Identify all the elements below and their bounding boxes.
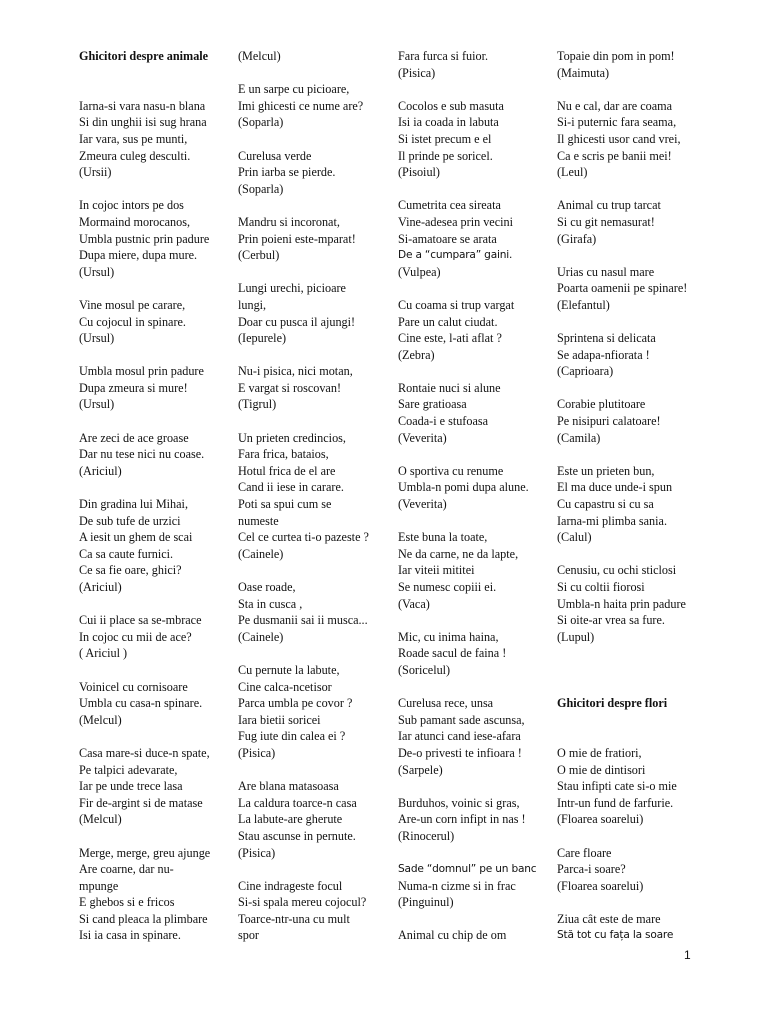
riddle-line: (Veverita) <box>398 497 447 512</box>
riddle-line: Stau infipti cate si-o mie <box>557 779 677 794</box>
riddle-block <box>398 695 548 778</box>
riddle-line: A iesit un ghem de scai <box>79 530 193 545</box>
riddle-line: Umbla-n haita prin padure <box>557 596 686 611</box>
riddle-line: (Pisica) <box>238 745 276 760</box>
riddle-line: (Pisica) <box>398 65 436 80</box>
riddle-block <box>238 662 388 762</box>
riddle-line: Cu pernute la labute, <box>238 662 340 677</box>
riddle-block <box>238 214 388 264</box>
riddle-line: (Zebra) <box>398 347 435 362</box>
riddle-block <box>398 795 548 845</box>
riddle-line: Iara bietii soricei <box>238 712 321 727</box>
riddle-line: Lungi urechi, picioare <box>238 281 346 296</box>
riddle-line: Imi ghicesti ce nume are? <box>238 98 364 113</box>
riddle-block <box>557 463 707 546</box>
riddle-line: Numa-n cizme si in frac <box>398 878 516 893</box>
riddle-block <box>79 363 229 413</box>
riddle-block <box>79 430 229 480</box>
riddle-line: (Elefantul) <box>557 297 610 312</box>
riddle-line: Sub pamant sade ascunsa, <box>398 712 525 727</box>
riddle-block <box>557 264 707 314</box>
riddle-line: El ma duce unde-i spun <box>557 480 673 495</box>
riddle-line: Ne da carne, ne da lapte, <box>398 546 519 561</box>
riddle-block <box>238 878 388 944</box>
riddle-block <box>79 845 229 945</box>
riddle-line: Oase roade, <box>238 580 296 594</box>
riddle-line: Coada-i e stufoasa <box>398 414 489 429</box>
riddle-block <box>238 148 388 198</box>
riddle-line: Si-amatoare se arata <box>398 231 497 246</box>
riddle-line: (Soricelul) <box>398 662 451 677</box>
riddle-line: Poarta oamenii pe spinare! <box>557 281 688 296</box>
riddle-line: Are-un corn infipt in nas ! <box>398 812 526 827</box>
riddle-line: Ca e scris pe banii mei! <box>557 148 672 163</box>
riddle-block <box>79 98 229 181</box>
riddle-line: Curelusa verde <box>238 148 312 163</box>
riddle-line: Si din unghii isi sug hrana <box>79 115 207 130</box>
column-1 <box>79 48 229 961</box>
riddle-block <box>79 745 229 828</box>
riddle-line: Toarce-ntr-una cu mult <box>238 911 350 926</box>
riddle-line: Urias cu nasul mare <box>557 264 655 279</box>
riddle-line: Umbla cu casa-n spinare. <box>79 696 203 711</box>
riddle-line: Ca sa caute furnici. <box>79 546 174 561</box>
riddle-line: In cojoc cu mii de ace? <box>79 629 192 644</box>
riddle-line: Si-si spala mereu cojocul? <box>238 895 367 910</box>
riddle-line: (Floarea soarelui) <box>557 812 644 827</box>
riddle-line: Il ghicesti usor cand vrei, <box>557 131 681 146</box>
riddle-line: (Pinguinul) <box>398 895 454 910</box>
riddle-block <box>238 430 388 563</box>
riddle-line: Roade sacul de faina ! <box>398 646 507 661</box>
riddle-line: (Ariciul) <box>79 463 122 478</box>
riddle-line: Si-i puternic fara seama, <box>557 115 677 130</box>
riddle-block <box>557 562 707 645</box>
riddle-line: (Ariciul) <box>79 580 122 594</box>
riddle-line: Intr-un fund de farfurie. <box>557 795 674 810</box>
riddle-line: Cenusiu, cu ochi sticlosi <box>557 563 677 578</box>
riddle-line: Cine calca-ncetisor <box>238 679 332 694</box>
riddle-line: La caldura toarce-n casa <box>238 795 357 810</box>
riddle-line: Sprintena si delicata <box>557 331 656 346</box>
riddle-line: (Girafa) <box>557 231 597 246</box>
spacer <box>557 712 707 745</box>
riddle-block <box>79 496 229 596</box>
riddle-line: Prin poieni este-mparat! <box>238 231 356 246</box>
riddle-line: Din gradina lui Mihai, <box>79 497 188 512</box>
riddle-block <box>557 845 707 895</box>
riddle-block <box>398 98 548 181</box>
riddle-line: Parca umbla pe covor ? <box>238 696 353 711</box>
riddle-line: Isi ia casa in spinare. <box>79 928 181 943</box>
riddle-line: Pe dusmanii sai ii musca... <box>238 613 368 628</box>
riddle-line: (Melcul) <box>238 49 281 63</box>
riddle-line: Merge, merge, greu ajunge <box>79 845 211 860</box>
heading-text: Ghicitori despre animale <box>79 49 209 63</box>
riddle-block <box>398 463 548 513</box>
riddle-block <box>79 197 229 280</box>
riddle-line: (Ursii) <box>79 165 112 180</box>
riddle-line: Este buna la toate, <box>398 530 488 545</box>
riddle-line: Fir de-argint si de matase <box>79 795 203 810</box>
riddle-block <box>238 579 388 645</box>
riddle-line: Pe talpici adevarate, <box>79 762 178 777</box>
riddle-line: De a “cumpara” gaini. <box>398 249 513 262</box>
riddle-line: (Cerbul) <box>238 248 280 263</box>
riddle-line: Nu e cal, dar are coama <box>557 98 673 113</box>
riddle-line: (Melcul) <box>79 712 122 727</box>
riddle-line: Si cu coltii fiorosi <box>557 580 645 594</box>
riddle-line: ( Ariciul ) <box>79 646 128 661</box>
page-number: 1 <box>684 948 691 962</box>
riddle-line: Cu coama si trup vargat <box>398 297 515 312</box>
riddle-line: Cu capastru si cu sa <box>557 497 654 512</box>
riddle-line: Cocolos e sub masuta <box>398 98 504 113</box>
riddle-line: Casa mare-si duce-n spate, <box>79 745 210 760</box>
riddle-line: Fug iute din calea ei ? <box>238 729 346 744</box>
riddle-block <box>557 197 707 247</box>
riddle-line: (Maimuta) <box>557 65 610 80</box>
riddle-line: Animal cu trup tarcat <box>557 198 661 213</box>
riddle-line: Curelusa rece, unsa <box>398 696 494 711</box>
riddle-line: Nu-i pisica, nici motan, <box>238 364 353 379</box>
column-4 <box>557 48 707 961</box>
riddle-line: Cumetrita cea sireata <box>398 198 501 213</box>
riddle-line: Are zeci de ace groase <box>79 430 189 445</box>
riddle-line: (Cainele) <box>238 546 284 561</box>
riddle-line: (Pisoiul) <box>398 165 440 180</box>
riddle-line: Mormaind morocanos, <box>79 214 191 229</box>
riddle-line: Il prinde pe soricel. <box>398 148 493 163</box>
riddle-line: Si cand pleaca la plimbare <box>79 911 208 926</box>
riddle-line: Sare gratioasa <box>398 397 467 412</box>
riddle-line: Stă tot cu fața la soare <box>557 929 674 942</box>
riddle-line: Corabie plutitoare <box>557 397 646 412</box>
riddle-line: lungi, <box>238 297 267 312</box>
riddle-line: (Leul) <box>557 165 588 180</box>
riddle-line: Pare un calut ciudat. <box>398 314 498 329</box>
riddle-line: Umbla-n pomi dupa alune. <box>398 480 529 495</box>
riddle-block <box>557 396 707 446</box>
riddle-line: Iar pe unde trece lasa <box>79 779 183 794</box>
riddle-line: numeste <box>238 513 279 528</box>
section-heading <box>557 695 707 712</box>
riddle-line: (Ursul) <box>79 264 115 279</box>
riddle-line: Mic, cu inima haina, <box>398 629 499 644</box>
riddle-line: Iarna-mi plimba sania. <box>557 513 667 528</box>
riddle-line: Parca-i soare? <box>557 862 626 877</box>
riddle-line: Cine indrageste focul <box>238 878 343 893</box>
riddle-line: (Soparla) <box>238 115 284 130</box>
riddle-line: Care floare <box>557 845 612 860</box>
riddle-line: Zmeura culeg desculti. <box>79 148 191 163</box>
riddle-line: La labute-are gherute <box>238 812 343 827</box>
riddle-line: Dar nu tese nici nu coase. <box>79 447 205 462</box>
riddle-line: Iar atunci cand iese-afara <box>398 729 521 744</box>
section-heading <box>79 48 229 65</box>
riddle-line: De sub tufe de urzici <box>79 513 181 528</box>
riddle-line: (Vaca) <box>398 596 430 611</box>
riddle-line: Umbla pustnic prin padure <box>79 231 210 246</box>
riddle-line: Umbla mosul prin padure <box>79 364 204 379</box>
riddle-line: Cand ii iese in carare. <box>238 480 344 495</box>
riddle-line: Se adapa-nfiorata ! <box>557 347 650 362</box>
riddle-line: Ziua cât este de mare <box>557 911 661 926</box>
riddle-line: Animal cu chip de om <box>398 928 507 943</box>
riddle-line: O sportiva cu renume <box>398 463 504 478</box>
riddle-line: (Cainele) <box>238 629 284 644</box>
riddle-line: Si cu git nemasurat! <box>557 214 655 229</box>
riddle-line: Dupa zmeura si mure! <box>79 380 188 395</box>
riddle-block <box>398 297 548 363</box>
spacer <box>79 65 229 98</box>
riddle-line: E vargat si roscovan! <box>238 380 341 395</box>
riddle-line: spor <box>238 928 259 943</box>
riddle-block <box>79 612 229 662</box>
heading-text: Ghicitori despre flori <box>557 696 668 711</box>
riddle-block <box>238 48 388 65</box>
riddle-line: Cine este, l-ati aflat ? <box>398 331 502 346</box>
riddle-line: Cu cojocul in spinare. <box>79 314 186 329</box>
riddle-line: De-o privesti te infioara ! <box>398 745 522 760</box>
riddle-block <box>557 330 707 380</box>
riddle-line: (Ursul) <box>79 331 115 346</box>
riddle-block <box>398 529 548 612</box>
riddle-block <box>238 778 388 861</box>
riddle-line: (Veverita) <box>398 430 447 445</box>
riddle-line: Rontaie nuci si alune <box>398 380 501 395</box>
riddle-line: In cojoc intors pe dos <box>79 198 184 213</box>
riddle-line: Ce sa fie oare, ghici? <box>79 563 182 578</box>
riddle-line: Un prieten credincios, <box>238 430 346 445</box>
riddle-block <box>557 48 707 81</box>
riddle-line: (Melcul) <box>79 812 122 827</box>
riddle-line: (Sarpele) <box>398 762 443 777</box>
riddle-line: Cui ii place sa se-mbrace <box>79 613 202 628</box>
riddle-block <box>398 380 548 446</box>
riddle-line: Mandru si incoronat, <box>238 214 340 229</box>
riddle-line: (Ursul) <box>79 397 115 412</box>
riddle-line: Iarna-si vara nasu-n blana <box>79 98 206 113</box>
riddle-line: (Calul) <box>557 530 592 545</box>
riddle-line: (Tigrul) <box>238 397 277 412</box>
riddle-line: (Iepurele) <box>238 331 287 346</box>
riddle-block <box>79 297 229 347</box>
riddle-line: (Lupul) <box>557 629 595 644</box>
riddle-line: E un sarpe cu picioare, <box>238 82 350 97</box>
riddle-block <box>398 197 548 280</box>
riddle-line: Iar viteii mititei <box>398 563 475 578</box>
riddle-line: Burduhos, voinic si gras, <box>398 795 520 810</box>
riddle-line: (Vulpea) <box>398 264 441 279</box>
riddle-line: Iar vara, sus pe munti, <box>79 131 188 146</box>
riddle-line: Dupa miere, dupa mure. <box>79 248 198 263</box>
riddle-line: (Pisica) <box>238 845 276 860</box>
riddle-line: Fara frica, bataios, <box>238 447 329 462</box>
riddle-block <box>238 280 388 346</box>
riddle-line: Voinicel cu cornisoare <box>79 679 188 694</box>
riddle-line: Vine-adesea prin vecini <box>398 214 513 229</box>
column-3 <box>398 48 548 961</box>
riddle-line: Poti sa spui cum se <box>238 497 332 512</box>
riddle-line: Se numesc copiii ei. <box>398 580 497 594</box>
riddle-line: (Floarea soarelui) <box>557 878 644 893</box>
riddle-block <box>79 679 229 729</box>
riddle-line: (Rinocerul) <box>398 828 455 843</box>
riddle-line: Sta in cusca , <box>238 596 303 611</box>
riddle-line: Cel ce curtea ti-o pazeste ? <box>238 530 369 545</box>
riddle-line: Prin iarba se pierde. <box>238 165 336 180</box>
riddle-block <box>398 629 548 679</box>
riddle-block <box>557 745 707 828</box>
riddle-block <box>398 861 548 911</box>
riddle-block <box>557 911 707 944</box>
riddle-line: Este un prieten bun, <box>557 463 655 478</box>
riddle-line: Stau ascunse in pernute. <box>238 828 356 843</box>
riddle-line: Are blana matasoasa <box>238 779 339 794</box>
riddle-line: Vine mosul pe carare, <box>79 297 186 312</box>
riddle-line: Fara furca si fuior. <box>398 49 489 63</box>
riddle-line: (Soparla) <box>238 181 284 196</box>
riddle-line: O mie de dintisori <box>557 762 646 777</box>
riddle-block <box>398 48 548 81</box>
riddle-block <box>238 81 388 131</box>
riddle-line: (Camila) <box>557 430 601 445</box>
riddle-line: Si oite-ar vrea sa fure. <box>557 613 665 628</box>
riddle-block <box>398 927 548 944</box>
riddle-line: mpunge <box>79 878 119 893</box>
riddle-line: O mie de fratiori, <box>557 745 642 760</box>
riddle-block <box>238 363 388 413</box>
riddle-line: Topaie din pom in pom! <box>557 49 675 63</box>
riddle-line: Hotul frica de el are <box>238 463 336 478</box>
riddle-line: (Caprioara) <box>557 364 614 379</box>
riddle-line: Pe nisipuri calatoare! <box>557 414 661 429</box>
riddle-line: Si istet precum e el <box>398 131 492 146</box>
riddle-block <box>557 98 707 181</box>
riddle-line: Are coarne, dar nu- <box>79 862 174 877</box>
riddle-line: Isi ia coada in labuta <box>398 115 499 130</box>
riddle-line: Doar cu pusca il ajungi! <box>238 314 356 329</box>
riddle-line: E ghebos si e fricos <box>79 895 175 910</box>
column-2 <box>238 48 388 961</box>
riddle-line: Sade “domnul” pe un banc <box>398 863 537 876</box>
spacer <box>557 662 707 695</box>
